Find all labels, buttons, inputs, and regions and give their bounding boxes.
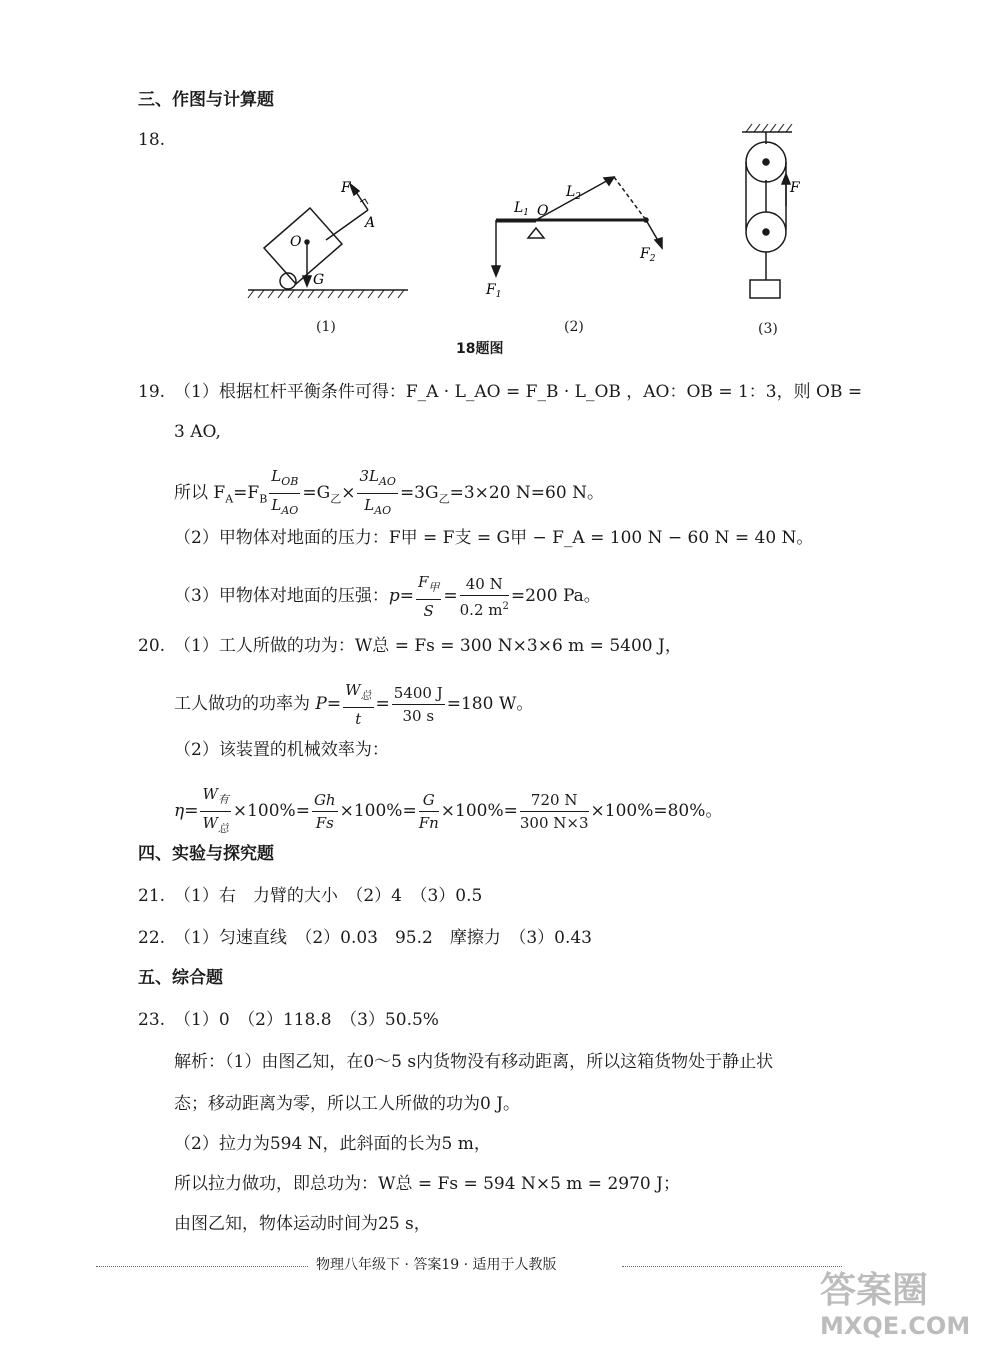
fig2-label-L1: $L_1$ — [514, 200, 530, 218]
q22-answer: （1）匀速直线 （2）0.03 95.2 摩擦力 （3）0.43 — [174, 928, 593, 948]
q23-analysis-4: 所以拉力做功，即总功为：W总 = Fs = 594 N×5 m = 2970 J； — [174, 1174, 680, 1194]
fig1-caption: (1) — [316, 319, 336, 335]
q20-number: 20. — [138, 636, 166, 656]
q23-number: 23. — [138, 1010, 166, 1030]
fig2-label-O: O — [537, 203, 549, 219]
fig1-label-G: G — [313, 272, 325, 288]
fig3-caption: (3) — [758, 321, 778, 337]
q19-line2: 3 AO, — [174, 422, 221, 442]
q20-line2: 工人做功的功率为 P= $\frac{W_总}{t}$ = $\frac{5400 J}{30 s}$ =180 W。 — [174, 681, 534, 728]
fig1-cart-diagram — [248, 184, 408, 298]
fig3-pulley-diagram — [742, 124, 792, 298]
q23-analysis-1: 解析：（1）由图乙知，在0～5 s内货物没有移动距离，所以这箱货物处于静止状 — [174, 1052, 774, 1072]
fig1-label-O: O — [290, 234, 302, 250]
watermark-url: MXQE.COM — [820, 1312, 971, 1340]
q20-line4: η= $\frac{W_有}{W_总}$ ×100%= $\frac{Gh}{Fs}$ ×100%= $\frac{G}{Fn}$ ×100%= $\frac{720 N}{300 N\times 3}$ ×100%=80%。 — [174, 785, 723, 835]
q22-number: 22. — [138, 928, 166, 948]
fig3-label-F: F — [790, 180, 800, 196]
q19-line5: （3）甲物体对地面的压强：p= $\frac{F_甲}{S}$ = $\frac{40 N}{0.2 m^2}$ =200 Pa。 — [174, 573, 601, 620]
fig2-label-F1: $F_1$ — [486, 282, 502, 300]
q23-analysis-2: 态；移动距离为零，所以工人所做的功为0 J。 — [174, 1094, 521, 1114]
q19-line4: （2）甲物体对地面的压力：F甲 = F支 = G甲 − F_A = 100 N − 60 N = 40 N。 — [174, 528, 814, 548]
q21-answer: （1）右 力臂的大小 （2）4 （3）0.5 — [174, 886, 483, 906]
footer-rule-right — [622, 1266, 842, 1267]
q19-line3: 所以 $F_A=F_B$ $\frac{L_{OB}}{L_{AO}}$ $=G_乙\times$ $\frac{3L_{AO}}{L_{AO}}$ $=3G_乙=3\times 20$ N=60 N。 — [174, 467, 604, 517]
fig2-caption: (2) — [564, 319, 584, 335]
section-title-4: 四、实验与探究题 — [138, 844, 274, 864]
footer-text: 物理八年级下 · 答案19 · 适用于人教版 — [316, 1257, 557, 1273]
fig2-label-F2: $F_2$ — [640, 246, 656, 264]
fig2-label-L2: $L_2$ — [566, 184, 582, 202]
footer-rule-left — [96, 1266, 308, 1267]
watermark-logo: 答案圈 — [820, 1270, 929, 1311]
q19-number: 19. — [138, 382, 166, 402]
section-title-3: 三、作图与计算题 — [138, 90, 274, 110]
q19-line1: （1）根据杠杆平衡条件可得：F_A · L_AO = F_B · L_OB ，AO：OB = 1：3，则 OB = — [174, 382, 863, 402]
fig1-label-A: A — [365, 215, 376, 231]
q18-figure — [0, 120, 1000, 320]
q23-analysis-5: 由图乙知，物体运动时间为25 s， — [174, 1214, 431, 1234]
q20-line3: （2）该装置的机械效率为： — [174, 740, 389, 760]
fig1-label-F: F — [341, 180, 351, 196]
q18-number: 18. — [138, 130, 166, 150]
figure-caption: 18题图 — [456, 341, 504, 357]
q23-answers: （1）0 （2）118.8 （3）50.5% — [174, 1010, 439, 1030]
q23-analysis-3: （2）拉力为594 N，此斜面的长为5 m， — [174, 1134, 491, 1154]
q21-number: 21. — [138, 886, 166, 906]
section-title-5: 五、综合题 — [138, 968, 223, 988]
q20-line1: （1）工人所做的功为：W总 = Fs = 300 N×3×6 m = 5400 J， — [174, 636, 682, 656]
